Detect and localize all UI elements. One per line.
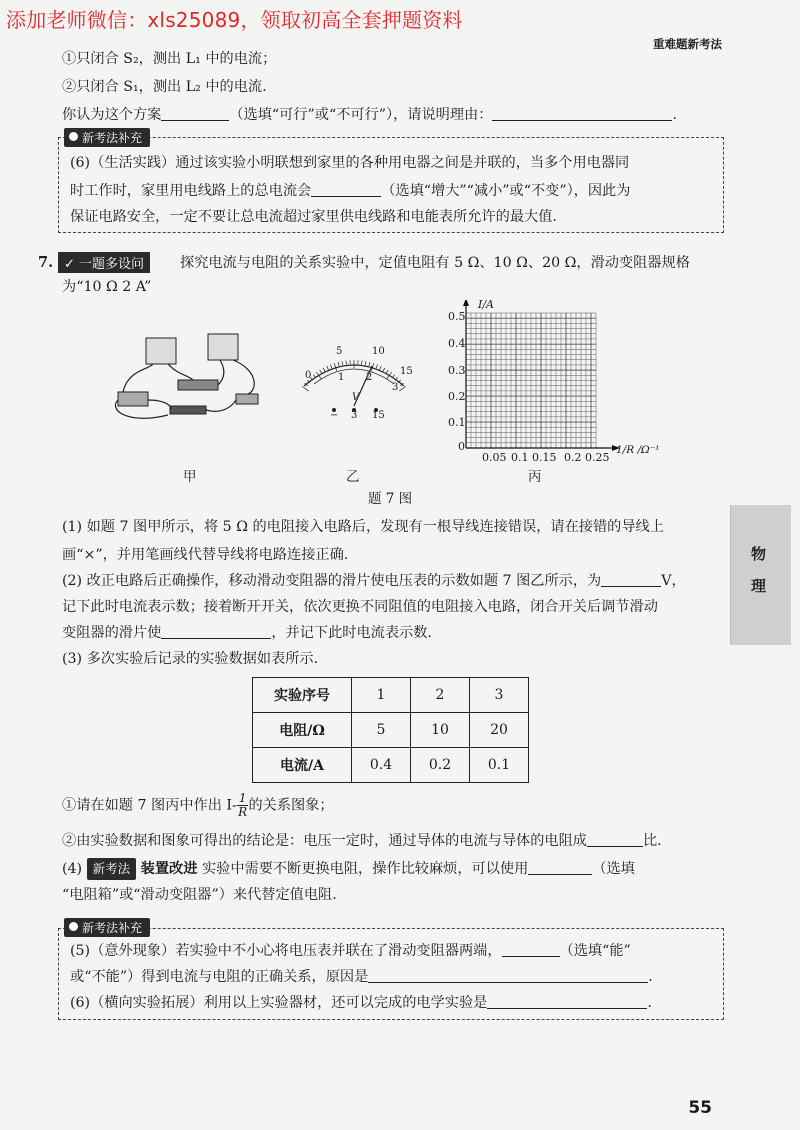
- supp2-line-3: [70, 992, 652, 1014]
- p2-line-3: [62, 622, 432, 644]
- x-tick: 0.05: [482, 451, 507, 464]
- dial-unit: V: [352, 392, 360, 403]
- p2-line-3b: ，并记下此时电流表示数.: [271, 625, 432, 641]
- terminal-15: 15: [372, 410, 385, 421]
- dial-label-3: 3: [392, 382, 399, 393]
- p3-sub-2a: ②由实验数据和图象可得出的结论是：电压一定时，通过导体的电流与导体的电阻成: [62, 833, 587, 849]
- table-cell: 20: [470, 713, 529, 748]
- top-line-3a: 你认为这个方案: [62, 107, 162, 123]
- table-cell: 10: [411, 713, 470, 748]
- supp1-line-1: (6)（生活实践）通过该实验小明联想到家里的各种用电器之间是并联的，当多个用电器同: [70, 155, 630, 171]
- p4-b: 实验中需要不断更换电阻，操作比较麻烦，可以使用: [201, 861, 529, 877]
- supp2-1a: (5)（意外现象）若实验中不小心将电压表并联在了滑动变阻器两端，: [70, 943, 502, 959]
- p4-keyword: 装置改进: [140, 861, 198, 877]
- answer-blank[interactable]: [528, 860, 592, 875]
- p2-line-1b: V，: [661, 573, 686, 589]
- x-tick: 0.25: [585, 451, 610, 464]
- figure-label-jia: 甲: [183, 469, 197, 485]
- running-header: 重难题新考法: [653, 37, 722, 51]
- top-line-3c: .: [672, 107, 677, 123]
- data-table: [252, 677, 529, 783]
- table-cell: 1: [352, 678, 411, 713]
- p3-sub-1b: 的关系图象；: [248, 797, 334, 814]
- new-method-badge: 新考法: [87, 858, 137, 880]
- q7-line-2: 为“10 Ω 2 A”: [62, 279, 152, 295]
- figure-label-bing: 丙: [528, 469, 542, 485]
- figure-label-yi: 乙: [346, 469, 360, 485]
- supp2-1b: （选填“能”: [559, 943, 631, 959]
- subject-tab: [730, 505, 791, 645]
- voltmeter-icon: [208, 334, 238, 360]
- answer-blank[interactable]: [368, 968, 648, 983]
- supp1-line-2a: 时工作时，家里用电线路上的总电流会: [70, 183, 312, 199]
- switch-icon: [236, 394, 258, 404]
- table-cell: 电流/A: [253, 748, 352, 783]
- y-axis-label: I/A: [478, 298, 494, 311]
- page-number: 55: [688, 1098, 712, 1118]
- x-tick: 0.15: [532, 451, 557, 464]
- answer-blank[interactable]: [161, 624, 271, 639]
- supp2-line-1: [70, 940, 631, 962]
- p2-line-1: [62, 570, 686, 592]
- top-line-1: ①只闭合 S₂，测出 L₁ 中的电流；: [62, 51, 277, 67]
- table-cell: 2: [411, 678, 470, 713]
- supp2-line-2: [70, 966, 653, 988]
- battery-icon: [118, 392, 148, 406]
- supp1-line-2: [70, 180, 630, 202]
- y-tick: 0.2: [448, 390, 466, 403]
- dial-label-5: 5: [336, 346, 343, 357]
- p4-line-2: “电阻箱”或“滑动变阻器”）来代替定值电阻.: [62, 887, 337, 903]
- figure-caption: 题 7 图: [368, 491, 413, 507]
- supp1-line-3: 保证电路安全，一定不要让总电流超过家里供电线路和电能表所允许的最大值.: [70, 209, 557, 225]
- p3-sub-1: [62, 792, 334, 819]
- supp2-3a: (6)（横向实验拓展）利用以上实验器材，还可以完成的电学实验是: [70, 995, 488, 1011]
- p4-a: (4): [62, 861, 83, 877]
- ammeter-icon: [146, 338, 176, 364]
- p3-sub-1a: ①请在如题 7 图丙中作出 I-: [62, 797, 237, 814]
- dial-label-10: 10: [372, 346, 385, 357]
- supplement-tag-2: 新考法补充: [64, 918, 150, 937]
- answer-blank[interactable]: [487, 994, 647, 1009]
- supp1-line-2b: （选填“增大”“减小”或“不变”），因此为: [381, 183, 631, 199]
- supp2-2a: 或“不能”）得到电流与电阻的正确关系，原因是: [70, 969, 369, 985]
- terminal-3: 3: [351, 410, 358, 421]
- table-cell: 0.1: [470, 748, 529, 783]
- y-tick: 0.1: [448, 416, 466, 429]
- table-row: [253, 748, 529, 783]
- p2-line-3a: 变阻器的滑片使: [62, 625, 162, 641]
- watermark-text: 添加老师微信：xls25089，领取初高全套押题资料: [6, 8, 463, 32]
- table-cell: 实验序号: [253, 678, 352, 713]
- y-tick: 0: [458, 440, 465, 453]
- y-tick: 0.4: [448, 337, 466, 350]
- question-badge: ✓ 一题多设问: [58, 252, 150, 273]
- table-row: [253, 678, 529, 713]
- top-line-3: [62, 104, 677, 126]
- x-tick: 0.2: [564, 451, 582, 464]
- dial-label-15: 15: [400, 366, 413, 377]
- top-line-3b: （选填“可行”或“不可行”），请说明理由：: [229, 107, 493, 123]
- p1-line-2: 画“×”，并用笔画线代替导线将电路连接正确.: [62, 547, 349, 563]
- subject-char-2: 理: [751, 577, 767, 595]
- circuit-diagram: [108, 330, 278, 430]
- supplement-tag-1: 新考法补充: [64, 128, 150, 147]
- p3-sub-2: [62, 830, 662, 852]
- dial-label-2: 2: [366, 372, 373, 383]
- answer-blank[interactable]: [161, 106, 229, 121]
- p4-c: （选填: [592, 861, 635, 877]
- y-tick: 0.3: [448, 364, 466, 377]
- subject-char-1: 物: [751, 545, 767, 563]
- resistor-icon: [170, 406, 206, 414]
- table-cell: 0.4: [352, 748, 411, 783]
- p2-line-2: 记下此时电流表示数；接着断开开关，依次更换不同阻值的电阻接入电路，闭合开关后调节滑动: [62, 599, 658, 615]
- fraction-den: R: [238, 805, 248, 819]
- table-row: [253, 713, 529, 748]
- supp2-3b: .: [647, 995, 652, 1011]
- p3-sub-2b: 比.: [642, 833, 662, 849]
- answer-blank[interactable]: [587, 832, 643, 847]
- supp2-2b: .: [648, 969, 653, 985]
- p4-line-1: [62, 858, 635, 880]
- terminal-minus: −: [330, 410, 339, 421]
- x-tick: 0.1: [511, 451, 529, 464]
- x-axis-label: 1/R /Ω⁻¹: [616, 444, 660, 456]
- p2-line-1a: (2) 改正电路后正确操作，移动滑动变阻器的滑片使电压表的示数如题 7 图乙所示，为: [62, 573, 602, 589]
- p3-line-1: (3) 多次实验后记录的实验数据如表所示.: [62, 651, 319, 667]
- answer-blank[interactable]: [601, 572, 661, 587]
- answer-blank[interactable]: [311, 182, 381, 197]
- answer-blank[interactable]: [492, 106, 672, 121]
- top-line-2: ②只闭合 S₁，测出 L₂ 中的电流.: [62, 79, 267, 95]
- table-cell: 3: [470, 678, 529, 713]
- question-number: 7.: [38, 254, 54, 271]
- dial-label-1: 1: [338, 372, 345, 383]
- table-cell: 电阻/Ω: [253, 713, 352, 748]
- fraction-num: 1: [238, 791, 247, 805]
- y-tick: 0.5: [448, 310, 466, 323]
- q7-line-1: 探究电流与电阻的关系实验中，定值电阻有 5 Ω、10 Ω、20 Ω，滑动变阻器规格: [180, 255, 690, 271]
- p1-line-1: (1) 如题 7 图甲所示，将 5 Ω 的电阻接入电路后，发现有一根导线连接错误，请在接错的导线上: [62, 519, 664, 535]
- answer-blank[interactable]: [502, 942, 560, 957]
- table-cell: 0.2: [411, 748, 470, 783]
- table-cell: 5: [352, 713, 411, 748]
- rheostat-icon: [178, 380, 218, 390]
- dial-label-0: 0: [305, 370, 312, 381]
- fraction: [237, 792, 249, 819]
